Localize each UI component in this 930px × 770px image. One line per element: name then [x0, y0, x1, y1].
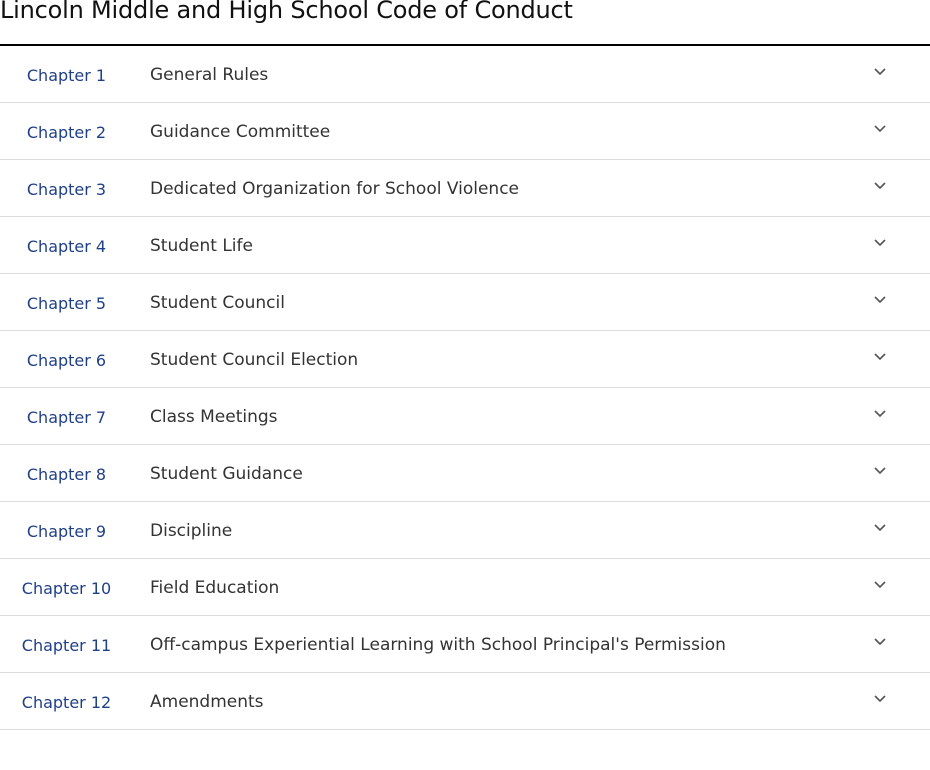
chevron-down-icon[interactable] — [872, 577, 888, 593]
chapter-title: Discipline — [150, 521, 233, 541]
chapter-row-12[interactable] — [0, 673, 930, 730]
chevron-down-icon[interactable] — [872, 634, 888, 650]
chevron-down-icon[interactable] — [872, 463, 888, 479]
chapter-row-5[interactable] — [0, 274, 930, 331]
chapter-row-6[interactable] — [0, 331, 930, 388]
chevron-down-icon[interactable] — [872, 121, 888, 137]
chapter-title: Class Meetings — [150, 407, 278, 427]
chevron-down-icon[interactable] — [872, 406, 888, 422]
chapter-number: Chapter 5 — [26, 294, 107, 313]
chapter-row-11[interactable] — [0, 616, 930, 673]
chapter-number: Chapter 8 — [26, 465, 107, 484]
chapter-number: Chapter 12 — [21, 693, 112, 712]
chapter-row-10[interactable] — [0, 559, 930, 616]
chevron-down-icon[interactable] — [872, 64, 888, 80]
chapter-number: Chapter 2 — [26, 123, 107, 142]
chapter-number: Chapter 6 — [26, 351, 107, 370]
chevron-down-icon[interactable] — [872, 178, 888, 194]
chapter-row-3[interactable] — [0, 160, 930, 217]
chapter-row-7[interactable] — [0, 388, 930, 445]
chapter-row-8[interactable] — [0, 445, 930, 502]
chapter-row-2[interactable] — [0, 103, 930, 160]
chapter-number: Chapter 4 — [26, 237, 107, 256]
chapter-title: Field Education — [150, 578, 280, 598]
chapter-title: Student Council Election — [150, 350, 359, 370]
chapter-title: Student Life — [150, 236, 253, 256]
chapter-row-4[interactable] — [0, 217, 930, 274]
chapter-title: General Rules — [150, 65, 269, 85]
chapter-title: Student Council — [150, 293, 285, 313]
page-title: Lincoln Middle and High School Code of Conduct — [0, 0, 573, 24]
chapter-number: Chapter 3 — [26, 180, 107, 199]
chevron-down-icon[interactable] — [872, 691, 888, 707]
chapter-row-9[interactable] — [0, 502, 930, 559]
chevron-down-icon[interactable] — [872, 520, 888, 536]
chapter-number: Chapter 9 — [26, 522, 107, 541]
chevron-down-icon[interactable] — [872, 235, 888, 251]
chapter-title: Guidance Committee — [150, 122, 331, 142]
chapter-number: Chapter 10 — [21, 579, 112, 598]
chapter-title: Amendments — [150, 692, 264, 712]
chapter-accordion — [0, 46, 930, 730]
chapter-number: Chapter 7 — [26, 408, 107, 427]
chevron-down-icon[interactable] — [872, 292, 888, 308]
chapter-row-1[interactable] — [0, 46, 930, 103]
chapter-number: Chapter 11 — [21, 636, 112, 655]
chapter-number: Chapter 1 — [26, 66, 107, 85]
chapter-title: Off-campus Experiential Learning with School Principal's Permission — [150, 635, 726, 655]
chapter-title: Student Guidance — [150, 464, 303, 484]
chevron-down-icon[interactable] — [872, 349, 888, 365]
chapter-title: Dedicated Organization for School Violence — [150, 179, 519, 199]
